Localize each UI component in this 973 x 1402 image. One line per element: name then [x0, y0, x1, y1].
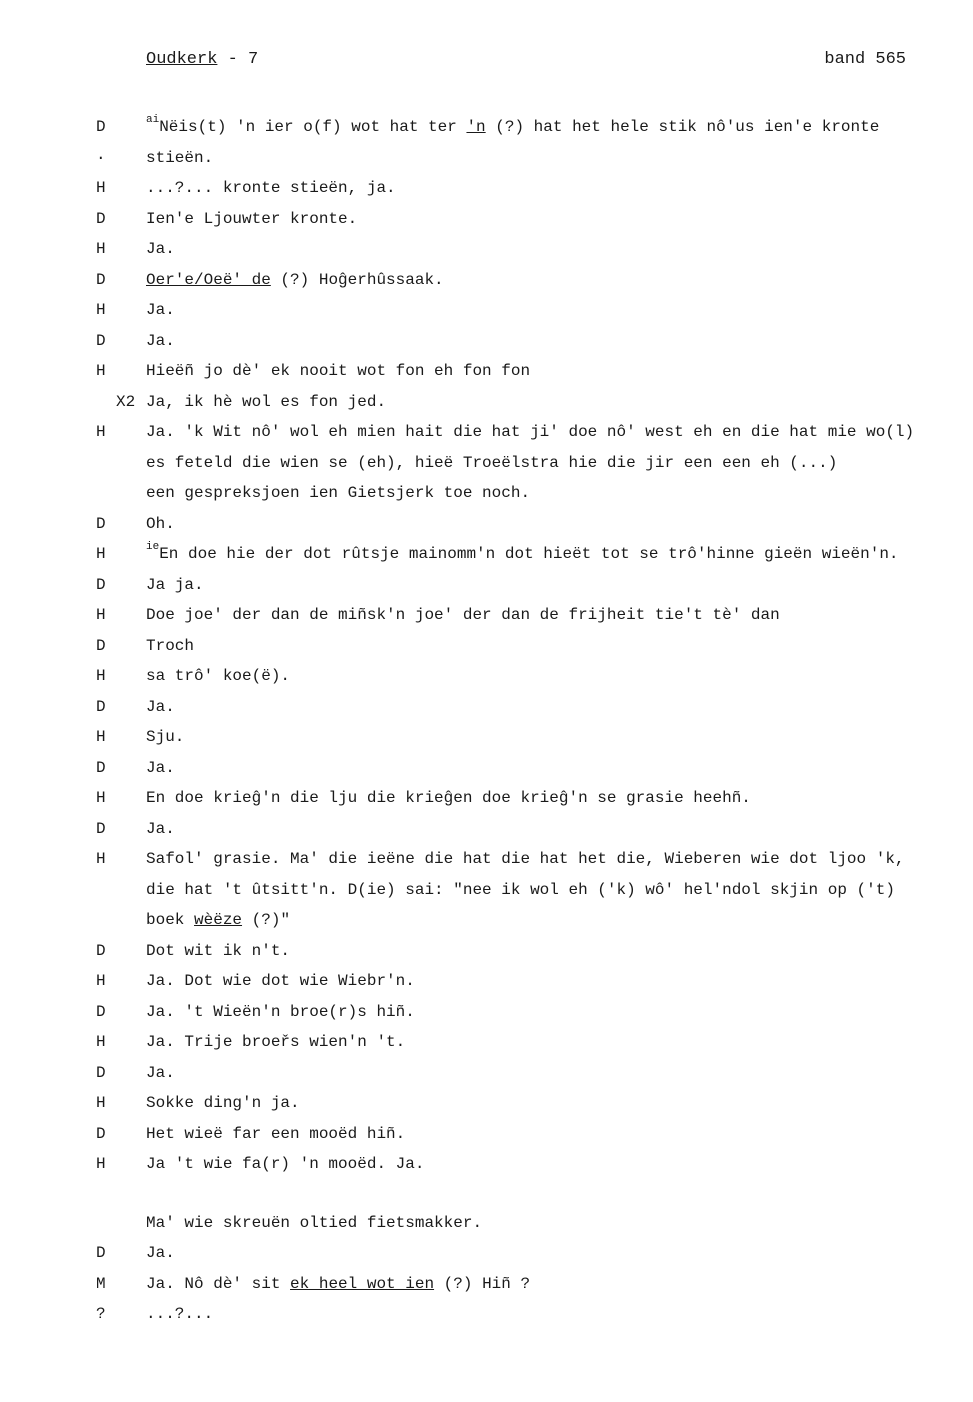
- utterance-text: Ja.: [146, 1244, 175, 1262]
- transcript-line: [0, 1208, 973, 1239]
- transcript: [0, 112, 973, 1330]
- transcript-line: [0, 326, 973, 357]
- utterance-text: Sju.: [146, 728, 185, 746]
- transcript-line: [0, 356, 973, 387]
- transcript-line: [0, 173, 973, 204]
- speaker-label: D: [96, 636, 106, 655]
- utterance-text: Safol' grasie. Ma' die ieëne die hat die hat het die, Wieberen wie dot ljoo 'k,: [146, 850, 905, 868]
- band-number: band 565: [824, 50, 906, 69]
- utterance-text: Ja.: [146, 331, 175, 350]
- transcript-line: [0, 265, 973, 296]
- underlined-text: wèëze: [194, 911, 243, 929]
- transcript-line: [0, 234, 973, 265]
- speaker-label: H: [96, 606, 106, 624]
- underlined-text: Oer'e/Oeë' de: [146, 270, 271, 289]
- speaker-label: D: [96, 1124, 106, 1143]
- transcript-line: [0, 936, 973, 967]
- utterance-text: Ja.: [146, 1063, 175, 1082]
- transcript-line: [0, 509, 973, 540]
- transcript-line: [0, 966, 973, 997]
- page-header: [146, 50, 906, 80]
- transcript-line: [0, 814, 973, 845]
- speaker-label: H: [96, 362, 106, 380]
- utterance-text: boek wèëze (?)": [146, 911, 291, 929]
- transcript-line: [0, 905, 973, 936]
- speaker-label: D: [96, 1063, 106, 1082]
- speaker-label: H: [96, 423, 106, 441]
- speaker-label: D: [96, 118, 106, 136]
- transcript-line: [0, 1027, 973, 1058]
- utterance-text: Ja. Dot wie dot wie Wiebr'n.: [146, 972, 415, 990]
- utterance-text: Hieëñ jo dè' ek nooit wot fon eh fon fon: [146, 362, 531, 380]
- utterance-text: $^{ie}$En doe hie der dot rûtsje mainomm'n dot hieët tot se trô'hinne gieën wieën'n.: [146, 541, 899, 563]
- transcript-line: [0, 631, 973, 662]
- speaker-label: H: [96, 972, 106, 990]
- utterance-text: Ja. Nô dè' sit ek heel wot ien (?) Hiñ ?: [146, 1274, 531, 1293]
- transcript-line: [0, 1238, 973, 1269]
- utterance-text: Ja. Trije broeřs wien'n 't.: [146, 1033, 406, 1051]
- utterance-text: Sokke ding'n ja.: [146, 1094, 300, 1112]
- transcript-line: [0, 1299, 973, 1330]
- speaker-label: D: [96, 819, 106, 838]
- utterance-text: Ja 't wie fa(r) 'n mooëd. Ja.: [146, 1155, 425, 1173]
- speaker-label: D: [96, 331, 106, 350]
- speaker-label: H: [96, 301, 106, 319]
- utterance-text: Ja.: [146, 819, 175, 838]
- speaker-label: M: [96, 1274, 106, 1293]
- utterance-text: ...?... kronte stieën, ja.: [146, 179, 396, 197]
- utterance-text: Ja.: [146, 301, 175, 319]
- transcript-line: [0, 387, 973, 418]
- utterance-text: Oer'e/Oeë' de (?) Hoĝerhûssaak.: [146, 270, 444, 289]
- speaker-label: H: [96, 667, 106, 685]
- transcript-line: [0, 692, 973, 723]
- transcript-line: [0, 143, 973, 174]
- speaker-label: D: [96, 514, 106, 533]
- transcript-line: [0, 1269, 973, 1300]
- transcript-line: [0, 875, 973, 906]
- transcript-line: [0, 1119, 973, 1150]
- transcript-line: [0, 1149, 973, 1180]
- speaker-label: D: [96, 1002, 106, 1021]
- transcript-line: [0, 600, 973, 631]
- speaker-label: D: [96, 941, 106, 960]
- speaker-label: H: [96, 545, 106, 563]
- superscript-annotation: ie: [146, 541, 160, 553]
- superscript-annotation: ai: [146, 114, 160, 126]
- speaker-label: D: [96, 697, 106, 716]
- utterance-text: Ja.: [146, 697, 175, 716]
- transcript-line: [0, 295, 973, 326]
- transcript-line: [0, 570, 973, 601]
- speaker-label: H: [96, 1094, 106, 1112]
- document-title: Oudkerk - 7: [146, 50, 259, 69]
- transcript-line: [0, 417, 973, 448]
- transcript-line: [0, 539, 973, 570]
- transcript-line: [0, 478, 973, 509]
- speaker-label: X2: [116, 392, 136, 411]
- utterance-text: Dot wit ik n't.: [146, 941, 291, 960]
- transcript-line: [0, 661, 973, 692]
- speaker-label: H: [96, 789, 106, 807]
- utterance-text: Ja.: [146, 240, 175, 258]
- transcript-line: [0, 783, 973, 814]
- transcript-line: [0, 1058, 973, 1089]
- speaker-label: ·: [96, 148, 106, 167]
- utterance-text: Ja.: [146, 758, 175, 777]
- utterance-text: En doe krieĝ'n die lju die krieĝen doe krieĝ'n se grasie heehñ.: [146, 789, 751, 807]
- speaker-label: D: [96, 209, 106, 228]
- utterance-text: Ja ja.: [146, 575, 204, 594]
- utterance-text: Ja. 'k Wit nô' wol eh mien hait die hat ji' doe nô' west eh en die hat mie wo(l): [146, 423, 915, 441]
- paragraph-gap: [0, 1180, 973, 1208]
- speaker-label: D: [96, 1244, 106, 1262]
- transcript-line: [0, 448, 973, 479]
- utterance-text: Ja. 't Wieën'n broe(r)s hiñ.: [146, 1002, 415, 1021]
- utterance-text: Doe joe' der dan de miñsk'n joe' der dan de frijheit tie't tè' dan: [146, 606, 780, 624]
- utterance-text: stieën.: [146, 148, 214, 167]
- utterance-text: Oh.: [146, 514, 175, 533]
- speaker-label: D: [96, 758, 106, 777]
- speaker-label: D: [96, 575, 106, 594]
- transcript-line: [0, 722, 973, 753]
- speaker-label: H: [96, 179, 106, 197]
- utterance-text: die hat 't ûtsitt'n. D(ie) sai: "nee ik wol eh ('k) wô' hel'ndol skjin op ('t): [146, 880, 895, 899]
- speaker-label: H: [96, 1155, 106, 1173]
- underlined-text: ek heel wot ien: [290, 1274, 435, 1293]
- utterance-text: Het wieë far een mooëd hiñ.: [146, 1124, 406, 1143]
- utterance-text: es feteld die wien se (eh), hieë Troeëlstra hie die jir een een eh (...): [146, 453, 838, 472]
- transcript-line: [0, 112, 973, 143]
- utterance-text: Ien'e Ljouwter kronte.: [146, 209, 358, 228]
- speaker-label: ?: [96, 1305, 106, 1323]
- utterance-text: een gespreksjoen ien Gietsjerk toe noch.: [146, 484, 531, 502]
- speaker-label: H: [96, 850, 106, 868]
- utterance-text: Ma' wie skreuën oltied fietsmakker.: [146, 1213, 483, 1232]
- utterance-text: ...?...: [146, 1305, 214, 1323]
- underlined-text: 'n: [466, 118, 486, 136]
- speaker-label: H: [96, 728, 106, 746]
- speaker-label: H: [96, 1033, 106, 1051]
- speaker-label: H: [96, 240, 106, 258]
- utterance-text: $^{ai}$Nëis(t) 'n ier o(f) wot hat ter 'n (?) hat het hele stik nô'us ien'e kronte: [146, 114, 880, 136]
- utterance-text: Troch: [146, 636, 195, 655]
- transcript-line: [0, 204, 973, 235]
- transcript-line: [0, 1088, 973, 1119]
- speaker-label: D: [96, 270, 106, 289]
- transcript-line: [0, 844, 973, 875]
- transcript-line: [0, 753, 973, 784]
- transcript-line: [0, 997, 973, 1028]
- utterance-text: sa trô' koe(ë).: [146, 667, 291, 685]
- utterance-text: Ja, ik hè wol es fon jed.: [146, 392, 387, 411]
